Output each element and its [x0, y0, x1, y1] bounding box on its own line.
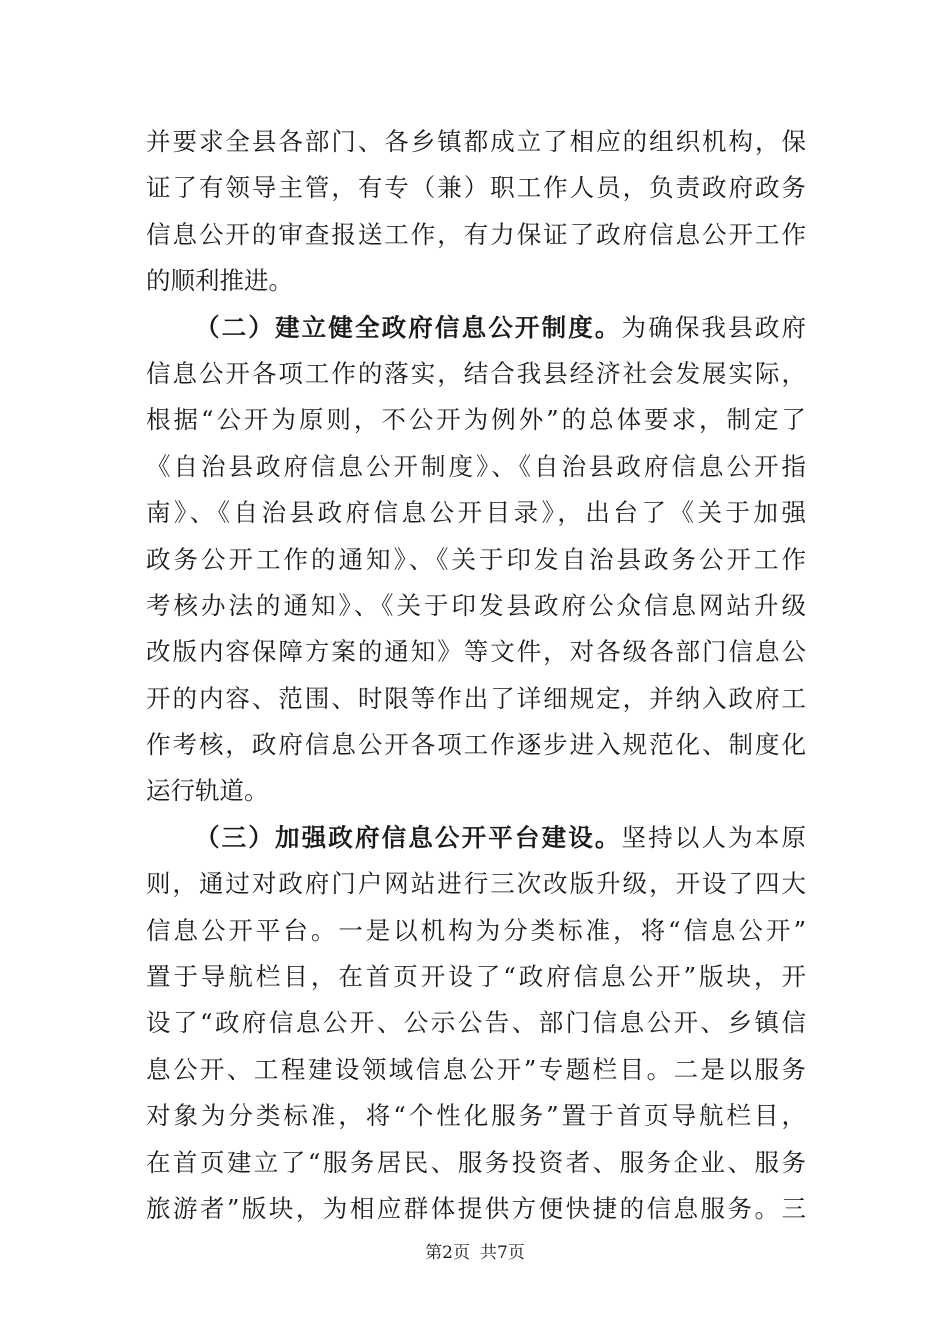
text-line: 运行轨道。: [146, 776, 269, 806]
text-line: 改版内容保障方案的通知》等文件，对各级各部门信息公: [146, 637, 806, 667]
text-line: 信息公开各项工作的落实，结合我县经济社会发展实际，: [146, 358, 806, 388]
text-span: 为确保我县政府: [621, 312, 806, 342]
page-footer: [0, 1241, 950, 1265]
text-line: 信息公开的审查报送工作，有力保证了政府信息公开工作: [146, 219, 806, 249]
page-number-total: 共7页: [480, 1243, 525, 1263]
text-line: 对象为分类标准，将“个性化服务”置于首页导航栏目，: [146, 1101, 806, 1131]
paragraph-1: [146, 119, 806, 305]
section-heading: （二）建立健全政府信息公开制度。: [195, 312, 622, 342]
paragraph-first-line: [146, 305, 806, 351]
text-line: 设了“政府信息公开、公示公告、部门信息公开、乡镇信: [146, 1008, 806, 1038]
page-number-current: 第2页: [425, 1243, 470, 1263]
section-heading: （三）加强政府信息公开平台建设。: [195, 822, 622, 852]
text-line: 的顺利推进。: [146, 266, 293, 296]
paragraph-3: [146, 815, 806, 1233]
paragraph-2: [146, 305, 806, 815]
text-line: 则，通过对政府门户网站进行三次改版升级，开设了四大: [146, 869, 806, 899]
document-body: [146, 119, 806, 1232]
text-span: 坚持以人为本原: [621, 822, 806, 852]
text-line: 作考核，政府信息公开各项工作逐步进入规范化、制度化: [146, 730, 806, 760]
text-line: 并要求全县各部门、各乡镇都成立了相应的组织机构，保: [146, 127, 806, 156]
text-line: 考核办法的通知》、《关于印发县政府公众信息网站升级: [146, 590, 806, 620]
text-line: 开的内容、范围、时限等作出了详细规定，并纳入政府工: [146, 683, 806, 713]
text-line: 置于导航栏目，在首页开设了“政府信息公开”版块，开: [146, 962, 806, 992]
text-line: 证了有领导主管，有专（兼）职工作人员，负责政府政务: [146, 173, 806, 203]
text-line: 旅游者”版块，为相应群体提供方便快捷的信息服务。三: [146, 1193, 806, 1223]
text-line: 根据“公开为原则，不公开为例外”的总体要求，制定了: [146, 405, 806, 435]
paragraph-first-line: [146, 815, 806, 861]
text-line: 政务公开工作的通知》、《关于印发自治县政务公开工作: [146, 544, 806, 574]
text-line: 息公开、工程建设领域信息公开”专题栏目。二是以服务: [146, 1054, 806, 1084]
text-line: 《自治县政府信息公开制度》、《自治县政府信息公开指: [146, 451, 806, 481]
text-line: 在首页建立了“服务居民、服务投资者、服务企业、服务: [146, 1147, 806, 1177]
text-line: 南》、《自治县政府信息公开目录》，出台了《关于加强: [146, 498, 806, 528]
text-line: 信息公开平台。一是以机构为分类标准，将“信息公开”: [146, 915, 806, 945]
